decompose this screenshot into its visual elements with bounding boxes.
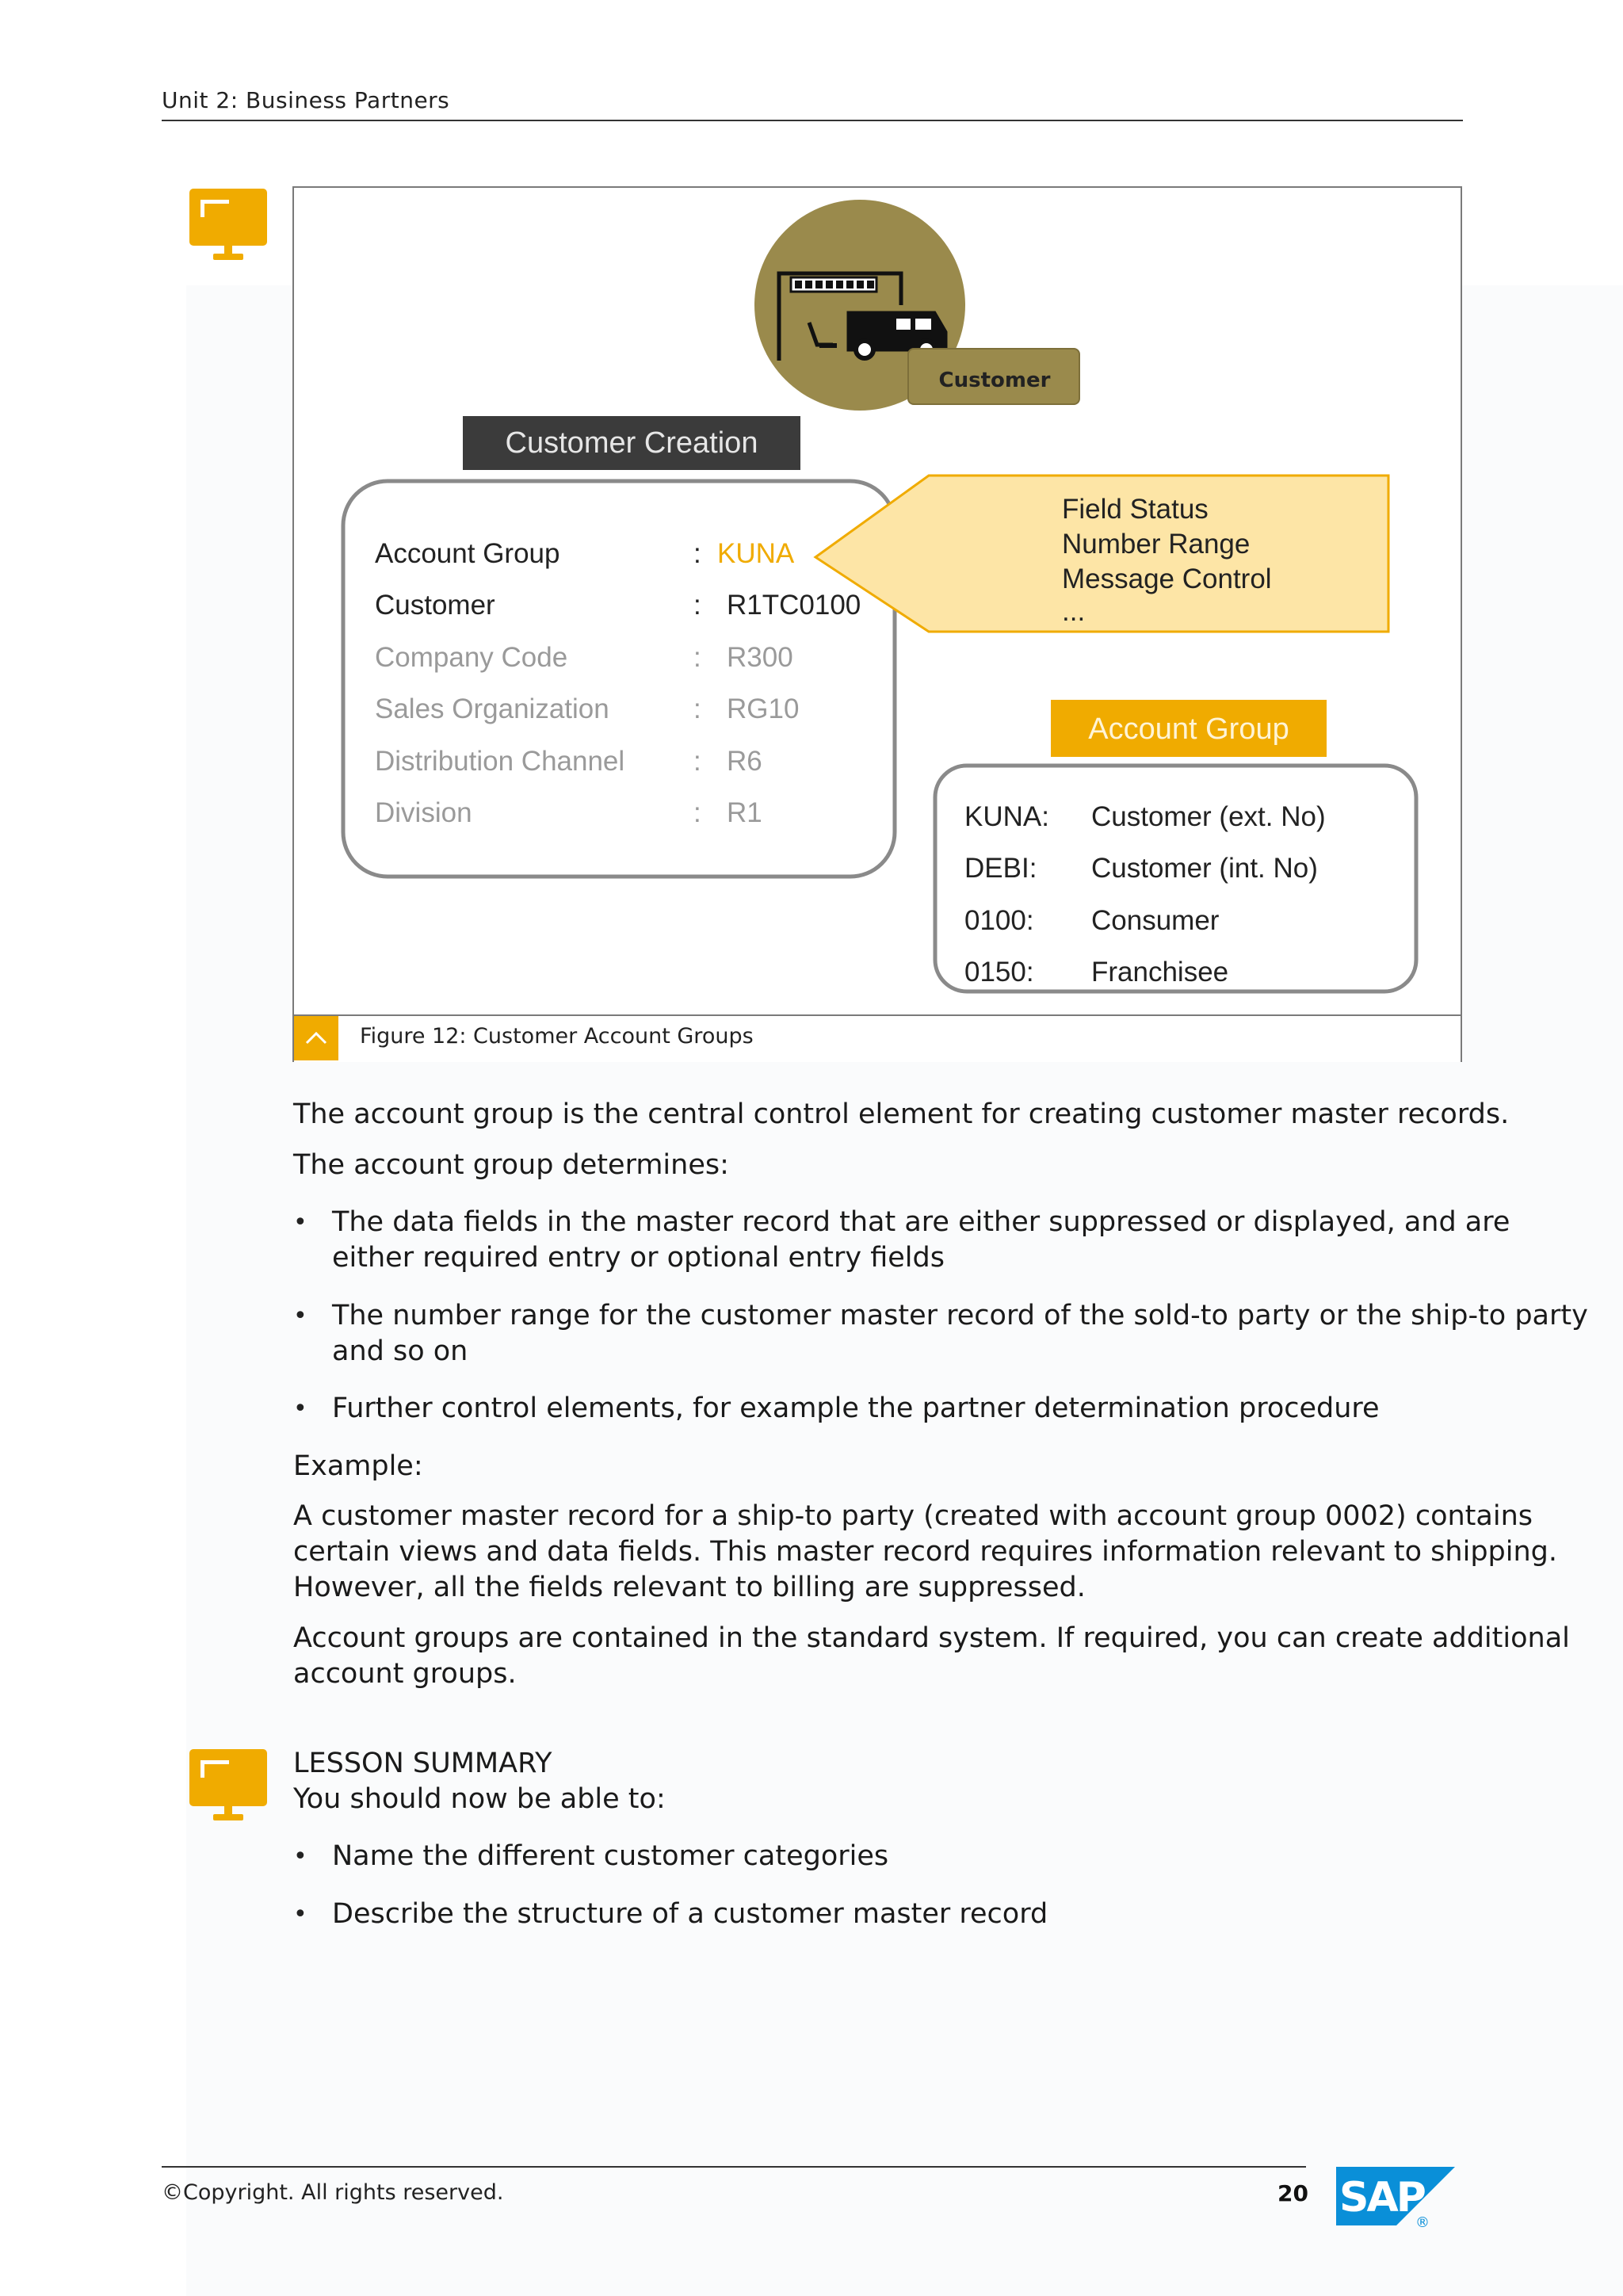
monitor-icon <box>189 1749 267 1822</box>
account-group-code: KUNA: <box>964 801 1049 832</box>
field-colon: : <box>693 693 701 724</box>
collapse-chevron-icon <box>294 1016 338 1060</box>
unit-title: Unit 2: Business Partners <box>162 87 450 113</box>
field-value-company-code: R300 <box>727 642 793 673</box>
callout-line-number-range: Number Range <box>1062 529 1251 560</box>
account-group-desc: Franchisee <box>1091 957 1229 988</box>
list-item: Describe the structure of a customer master record <box>332 1898 1048 1930</box>
account-group-title: Account Group <box>1088 712 1289 746</box>
bullet: • <box>293 1901 307 1928</box>
footer-divider <box>162 2166 1306 2168</box>
callout-line-message-control: Message Control <box>1062 563 1272 594</box>
field-label-company-code: Company Code <box>375 642 568 673</box>
field-colon: : <box>693 746 701 777</box>
example-label: Example: <box>293 1450 423 1482</box>
sap-logo-mark: ® <box>1415 2214 1430 2229</box>
bullet: • <box>293 1302 307 1330</box>
list-item: Further control elements, for example the partner determination procedure <box>332 1392 1380 1424</box>
field-colon: : <box>693 538 701 569</box>
field-value-customer: R1TC0100 <box>727 590 861 621</box>
field-colon: : <box>693 590 701 621</box>
callout-line-ellipsis: ... <box>1062 596 1086 627</box>
field-label-sales-organization: Sales Organization <box>375 693 609 724</box>
lesson-summary-title: LESSON SUMMARY <box>293 1748 552 1779</box>
field-label-division: Division <box>375 797 472 828</box>
field-value-sales-organization: RG10 <box>727 693 800 724</box>
account-group-desc: Customer (ext. No) <box>1091 801 1326 832</box>
sap-logo-text: SAP <box>1339 2174 1424 2222</box>
paragraph: A customer master record for a ship-to party (created with account group 0002) contains certain views and data fields. This master record requires information relevant to shipping. However, all the fields relevant to billing are suppressed. <box>293 1500 1557 1603</box>
account-group-desc: Consumer <box>1091 905 1220 936</box>
list-item: The number range for the customer master record of the sold-to party or the ship-to party and so on <box>332 1300 1588 1367</box>
bullet: • <box>293 1209 307 1236</box>
customer-creation-title: Customer Creation <box>505 426 758 460</box>
customer-account-groups-diagram <box>294 188 1461 1014</box>
monitor-icon <box>189 189 267 262</box>
customer-badge-label: Customer <box>938 369 1051 392</box>
collapse-figure-button[interactable] <box>294 1016 338 1060</box>
paragraph: The account group is the central control element for creating customer master records. <box>293 1098 1510 1130</box>
field-label-account-group: Account Group <box>375 538 560 569</box>
field-value-division: R1 <box>727 797 762 828</box>
bullet: • <box>293 1843 307 1870</box>
paragraph: Account groups are contained in the standard system. If required, you can create additional account groups. <box>293 1622 1570 1690</box>
copyright: ©Copyright. All rights reserved. <box>162 2180 504 2205</box>
field-label-customer: Customer <box>375 590 495 621</box>
field-value-account-group: KUNA <box>717 538 795 569</box>
account-group-code: 0150: <box>964 957 1034 988</box>
field-colon: : <box>693 642 701 673</box>
sap-logo <box>1336 2167 1455 2229</box>
account-group-code: DEBI: <box>964 853 1037 884</box>
figure-caption: Figure 12: Customer Account Groups <box>360 1024 754 1049</box>
list-item: Name the different customer categories <box>332 1840 889 1872</box>
account-group-code: 0100: <box>964 905 1034 936</box>
list-item: The data fields in the master record that are either suppressed or displayed, and are either required entry or optional entry fields <box>332 1206 1510 1274</box>
callout-line-field-status: Field Status <box>1062 494 1209 525</box>
lesson-summary-intro: You should now be able to: <box>293 1783 666 1815</box>
paragraph: The account group determines: <box>293 1149 729 1181</box>
header-divider <box>162 120 1463 121</box>
field-label-distribution-channel: Distribution Channel <box>375 746 625 777</box>
field-value-distribution-channel: R6 <box>727 746 762 777</box>
bullet: • <box>293 1395 307 1423</box>
field-colon: : <box>693 797 701 828</box>
account-group-desc: Customer (int. No) <box>1091 853 1318 884</box>
page-number: 20 <box>1277 2180 1308 2206</box>
